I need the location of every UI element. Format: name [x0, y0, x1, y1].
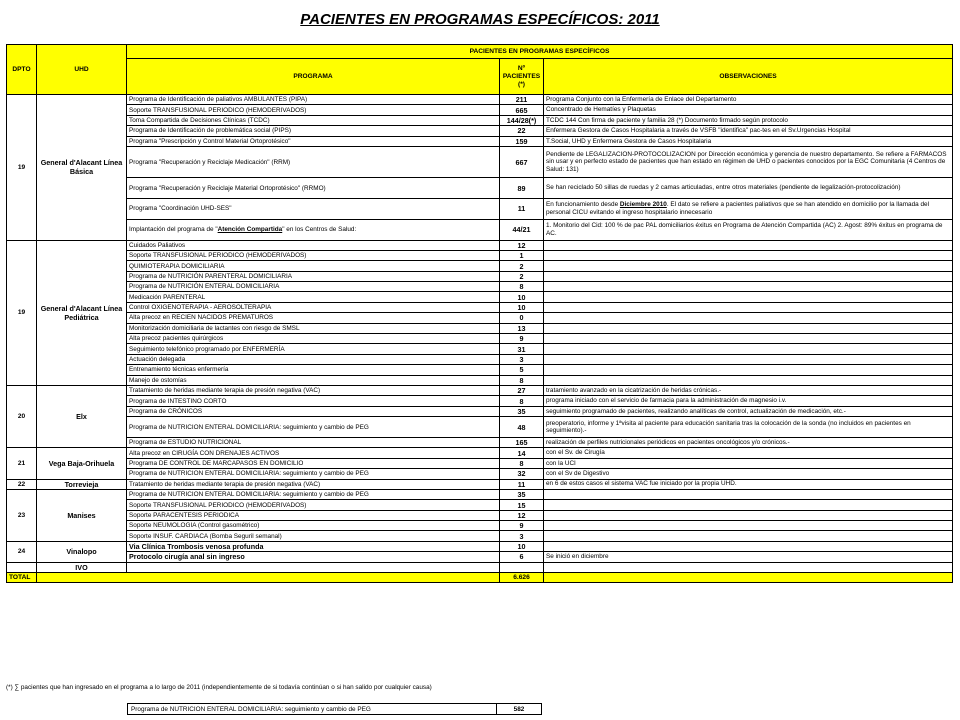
table-row — [7, 95, 953, 105]
programa-cell: Entrenamiento técnicas enfermería — [127, 365, 500, 375]
observaciones-cell: Concentrado de Hematíes y Plaquetas — [544, 105, 953, 115]
num-pacientes-cell: 0 — [500, 313, 544, 323]
num-pacientes-cell: 665 — [500, 105, 544, 115]
observaciones-cell — [544, 541, 953, 551]
programa-cell: Manejo de ostomías — [127, 375, 500, 385]
table-row — [7, 531, 953, 541]
group-header: PACIENTES EN PROGRAMAS ESPECÍFICOS — [127, 45, 953, 59]
observaciones-cell — [544, 261, 953, 271]
observaciones-cell — [544, 323, 953, 333]
programa-cell: Programa de CRÓNICOS — [127, 406, 500, 416]
table-row — [7, 282, 953, 292]
observaciones-cell: con el Sv. de Cirugía — [544, 448, 953, 458]
observaciones-header: OBSERVACIONES — [544, 59, 953, 95]
table-row — [7, 386, 953, 396]
table-row — [7, 126, 953, 136]
programa-cell: Programa de NUTRICIÓN PARENTERAL DOMICILIARIA — [127, 271, 500, 281]
observaciones-cell — [544, 240, 953, 250]
observaciones-cell — [544, 292, 953, 302]
programa-cell: Soporte TRANSFUSIONAL PERIODICO (HEMODERIVADOS) — [127, 105, 500, 115]
obs-link: Diciembre 2010 — [619, 201, 667, 209]
dpto-header: DPTO — [7, 45, 37, 95]
programa-cell — [127, 219, 500, 240]
num-pacientes-cell: 27 — [500, 386, 544, 396]
programa-cell: Protocolo cirugía anal sin ingreso — [127, 552, 500, 562]
num-pacientes-cell: 8 — [500, 282, 544, 292]
num-pacientes-cell: 2 — [500, 261, 544, 271]
table-row — [7, 406, 953, 416]
programa-cell: Alta precoz pacientes quirúrgicos — [127, 334, 500, 344]
observaciones-cell: en 6 de estos casos el sistema VAC fue iniciado por la propia UHD. — [544, 479, 953, 489]
observaciones-cell: 1. Monitorio del Cid: 100 % de pac PAL domiciliarios éxitus en Programa de Atención Compartida (AC) 2. Agost: 89% éxitus en programa de AC. — [544, 219, 953, 240]
table-row — [7, 271, 953, 281]
table-row — [7, 562, 953, 572]
num-pacientes-cell: 10 — [500, 292, 544, 302]
table-row — [7, 261, 953, 271]
dpto-cell: 24 — [7, 541, 37, 562]
num-pacientes-cell: 32 — [500, 469, 544, 479]
num-pacientes-cell: 5 — [500, 365, 544, 375]
observaciones-cell: TCDC 144 Con firma de paciente y familia 28 (*) Documento firmado según protocolo — [544, 115, 953, 125]
programa-cell: Programa "Coordinación UHD-SES" — [127, 198, 500, 219]
programa-cell: Via Clínica Trombosis venosa profunda — [127, 541, 500, 551]
dpto-cell: 21 — [7, 448, 37, 479]
uhd-header: UHD — [37, 45, 127, 95]
observaciones-cell: tratamiento avanzado en la cicatrización de heridas crónicas.- — [544, 386, 953, 396]
observaciones-cell: con la UCI — [544, 458, 953, 468]
observaciones-cell — [544, 313, 953, 323]
observaciones-cell: Pendiente de LEGALIZACION-PROTOCOLIZACION por Dirección económica y gerencia de nuestro departamento. Se refiere a FARMACOS sin usar y en perfecto estado de pacientes que han estado en régimen de UHD o pacientes conocidos por la EGC Comunitaria (4 Centros de Salud: 131) — [544, 146, 953, 177]
num-pacientes-cell: 11 — [500, 479, 544, 489]
num-pacientes-cell: 1 — [500, 250, 544, 260]
num-pacientes-cell: 15 — [500, 500, 544, 510]
programa-cell: Tratamiento de heridas mediante terapia de presión negativa (VAC) — [127, 386, 500, 396]
observaciones-cell — [544, 562, 953, 572]
extra-num: 582 — [497, 704, 542, 715]
programa-cell: Soporte PARACENTESIS PERIODICA — [127, 510, 500, 520]
num-pacientes-cell: 31 — [500, 344, 544, 354]
programa-cell: Soporte NEUMOLOGIA (Control gasométrico) — [127, 521, 500, 531]
num-pacientes-cell: 89 — [500, 178, 544, 199]
programa-cell: Programa de ESTUDIO NUTRICIONAL — [127, 437, 500, 447]
table-row — [7, 302, 953, 312]
total-value: 6.626 — [500, 573, 544, 583]
table-row — [7, 552, 953, 562]
table-row — [7, 437, 953, 447]
table-row — [7, 479, 953, 489]
table-row — [7, 448, 953, 458]
programa-cell: QUIMIOTERAPIA DOMICILIARIA — [127, 261, 500, 271]
programa-cell: Control OXIGENOTERAPIA - AEROSOLTERAPIA — [127, 302, 500, 312]
num-pacientes-header: Nº PACIENTES (*) — [500, 59, 544, 95]
num-pacientes-cell: 165 — [500, 437, 544, 447]
total-label: TOTAL — [7, 573, 37, 583]
num-pacientes-cell: 8 — [500, 458, 544, 468]
num-pacientes-cell: 35 — [500, 406, 544, 416]
table-row — [7, 292, 953, 302]
num-pacientes-cell: 159 — [500, 136, 544, 146]
dpto-cell — [7, 562, 37, 572]
programa-cell: Programa "Recuperación y Reciclaje Medicación" (RRM) — [127, 146, 500, 177]
observaciones-cell — [544, 365, 953, 375]
observaciones-cell: T.Social, UHD y Enfermera Gestora de Casos Hospitalaria — [544, 136, 953, 146]
observaciones-cell — [544, 354, 953, 364]
observaciones-cell — [544, 489, 953, 499]
table-row — [7, 489, 953, 499]
programa-cell: Medicación PARENTERAL — [127, 292, 500, 302]
uhd-cell: IVO — [37, 562, 127, 572]
observaciones-cell: programa iniciado con el servicio de farmacia para la administración de magnesio i.v. — [544, 396, 953, 406]
num-pacientes-cell: 211 — [500, 95, 544, 105]
extra-table — [127, 703, 542, 715]
programa-cell: Programa de Identificación de paliativos AMBULANTES (PIPA) — [127, 95, 500, 105]
table-row — [7, 240, 953, 250]
num-pacientes-cell: 22 — [500, 126, 544, 136]
programa-cell: Programa "Recuperación y Reciclaje Material Ortoprotésico" (RRMO) — [127, 178, 500, 199]
observaciones-cell — [544, 250, 953, 260]
num-pacientes-cell: 8 — [500, 375, 544, 385]
uhd-cell: General d'Alacant Línea Pediátrica — [37, 240, 127, 385]
programa-cell: Programa de NUTRICION ENTERAL DOMICILIARIA: seguimiento y cambio de PEG — [127, 469, 500, 479]
uhd-cell: Manises — [37, 489, 127, 541]
programa-text: Implantación del programa de " — [129, 226, 218, 234]
dpto-cell: 19 — [7, 95, 37, 241]
programa-cell — [127, 562, 500, 572]
programa-cell: Programa de NUTRICIÓN ENTERAL DOMICILIARIA — [127, 282, 500, 292]
observaciones-cell — [544, 500, 953, 510]
num-pacientes-cell: 12 — [500, 510, 544, 520]
uhd-cell: General d'Alacant Línea Básica — [37, 95, 127, 241]
table-row — [7, 469, 953, 479]
programa-link: Atención Compartida — [217, 226, 283, 234]
table-row — [7, 375, 953, 385]
dpto-cell: 19 — [7, 240, 37, 385]
table-row — [7, 219, 953, 240]
observaciones-cell: preoperatorio, informe y 1ªvisita al paciente para educación sanitaria tras la colocación de la sonda (no incluidos en pacientes en seguimiento).- — [544, 417, 953, 438]
observaciones-cell — [544, 344, 953, 354]
observaciones-cell — [544, 282, 953, 292]
table-row — [7, 146, 953, 177]
num-pacientes-cell — [500, 562, 544, 572]
table-row — [7, 334, 953, 344]
programa-cell: Toma Compartida de Decisiones Clínicas (TCDC) — [127, 115, 500, 125]
table-row — [7, 323, 953, 333]
table-row — [7, 250, 953, 260]
total-spacer — [37, 573, 500, 583]
programa-cell: Programa de NUTRICION ENTERAL DOMICILIARIA: seguimiento y cambio de PEG — [127, 489, 500, 499]
programa-cell: Alta precoz en RECIEN NACIDOS PREMATUROS — [127, 313, 500, 323]
programa-cell: Programa DE CONTROL DE MARCAPASOS EN DOMICILIO — [127, 458, 500, 468]
table-row — [7, 458, 953, 468]
table-row — [7, 417, 953, 438]
programa-cell: Soporte TRANSFUSIONAL PERIODICO (HEMODERIVADOS) — [127, 500, 500, 510]
observaciones-cell — [544, 521, 953, 531]
observaciones-cell: Enfermera Gestora de Casos Hospitalaria a través de VSFB "identifica" pac-tes en el Sv.Urgencias Hospital — [544, 126, 953, 136]
table-row — [7, 541, 953, 551]
programa-cell: Soporte TRANSFUSIONAL PERIODICO (HEMODERIVADOS) — [127, 250, 500, 260]
table-row — [7, 178, 953, 199]
uhd-cell: Elx — [37, 386, 127, 448]
num-pacientes-cell: 8 — [500, 396, 544, 406]
observaciones-cell — [544, 334, 953, 344]
table-row — [7, 521, 953, 531]
observaciones-cell: Se han reciclado 50 sillas de ruedas y 2 camas articuladas, entre otros materiales (pendiente de legalización-protocolización) — [544, 178, 953, 199]
obs-text: . El dato se refiere a pacientes paliativos que se han atendido en domicilio por la llamada del personal CICU evitando el ingreso hospitalario innecesario — [546, 201, 929, 216]
num-pacientes-cell: 9 — [500, 334, 544, 344]
table-body — [7, 95, 953, 583]
programa-cell: Tratamiento de heridas mediante terapia de presión negativa (VAC) — [127, 479, 500, 489]
observaciones-cell — [544, 375, 953, 385]
programa-cell: Seguimiento telefónico programado por ENFERMERÍA — [127, 344, 500, 354]
table-row — [7, 354, 953, 364]
num-pacientes-cell: 667 — [500, 146, 544, 177]
num-pacientes-cell: 3 — [500, 354, 544, 364]
num-pacientes-cell: 2 — [500, 271, 544, 281]
programa-header: PROGRAMA — [127, 59, 500, 95]
observaciones-cell — [544, 510, 953, 520]
table-row — [7, 344, 953, 354]
table-row — [7, 510, 953, 520]
observaciones-cell: con el Sv de Digestivo — [544, 469, 953, 479]
programa-cell: Programa de INTESTINO CORTO — [127, 396, 500, 406]
extra-programa: Programa de NUTRICION ENTERAL DOMICILIARIA: seguimiento y cambio de PEG — [128, 704, 497, 715]
programa-cell: Programa de Identificación de problemática social (PIPS) — [127, 126, 500, 136]
programa-cell: Alta precoz en CIRUGÍA CON DRENAJES ACTIVOS — [127, 448, 500, 458]
footnote: (*) ∑ pacientes que han ingresado en el programa a lo largo de 2011 (independientemente de si todavía continúan o si han salido por cualquier causa) — [6, 684, 432, 691]
table-row — [7, 365, 953, 375]
total-obs — [544, 573, 953, 583]
observaciones-cell — [544, 302, 953, 312]
table-row — [7, 105, 953, 115]
programa-cell: Programa de NUTRICION ENTERAL DOMICILIARIA: seguimiento y cambio de PEG — [127, 417, 500, 438]
programa-text: " en los Centros de Salud: — [282, 226, 357, 234]
uhd-cell: Vinalopo — [37, 541, 127, 562]
programa-cell: Monitorización domiciliaria de lactantes con riesgo de SMSL — [127, 323, 500, 333]
uhd-cell: Torrevieja — [37, 479, 127, 489]
num-pacientes-cell: 10 — [500, 541, 544, 551]
programa-cell: Actuación delegada — [127, 354, 500, 364]
page-title: PACIENTES EN PROGRAMAS ESPECÍFICOS: 2011 — [300, 11, 660, 28]
num-pacientes-cell: 10 — [500, 302, 544, 312]
num-pacientes-cell: 44/21 — [500, 219, 544, 240]
num-pacientes-cell: 14 — [500, 448, 544, 458]
observaciones-cell — [544, 531, 953, 541]
observaciones-cell: seguimiento programado de pacientes, realizando analíticas de control, actualización de medicación, etc.- — [544, 406, 953, 416]
table-row — [7, 115, 953, 125]
dpto-cell: 20 — [7, 386, 37, 448]
num-pacientes-cell: 144/28(*) — [500, 115, 544, 125]
table-row — [7, 136, 953, 146]
num-pacientes-cell: 35 — [500, 489, 544, 499]
table-row — [7, 198, 953, 219]
num-pacientes-cell: 3 — [500, 531, 544, 541]
observaciones-cell: Se inició en diciembre — [544, 552, 953, 562]
uhd-cell: Vega Baja-Orihuela — [37, 448, 127, 479]
programa-cell: Soporte INSUF. CARDIACA (Bomba Seguril semanal) — [127, 531, 500, 541]
table-row — [7, 396, 953, 406]
dpto-cell: 23 — [7, 489, 37, 541]
num-pacientes-cell: 6 — [500, 552, 544, 562]
num-pacientes-cell: 11 — [500, 198, 544, 219]
num-pacientes-cell: 13 — [500, 323, 544, 333]
programa-cell: Programa "Prescripción y Control Material Ortoprotésico" — [127, 136, 500, 146]
obs-text: En funcionamiento desde — [546, 201, 620, 209]
dpto-cell: 22 — [7, 479, 37, 489]
observaciones-cell: realización de perfiles nutricionales periódicos en pacientes oncológicos y/o crónicos.- — [544, 437, 953, 447]
table-row — [7, 500, 953, 510]
total-row — [7, 573, 953, 583]
observaciones-cell: Programa Conjunto con la Enfermería de Enlace del Departamento — [544, 95, 953, 105]
num-pacientes-cell: 12 — [500, 240, 544, 250]
num-pacientes-cell: 9 — [500, 521, 544, 531]
programa-cell: Cuidados Paliativos — [127, 240, 500, 250]
table-row — [7, 313, 953, 323]
observaciones-cell — [544, 271, 953, 281]
programs-table — [6, 44, 953, 583]
num-pacientes-cell: 48 — [500, 417, 544, 438]
observaciones-cell — [544, 198, 953, 219]
